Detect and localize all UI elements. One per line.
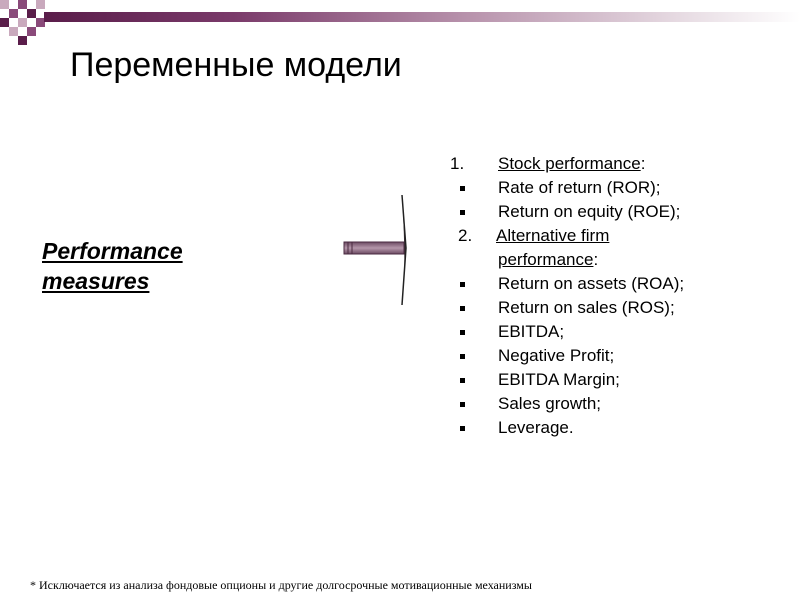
bullet-icon [460, 210, 465, 215]
decor-square [18, 0, 27, 9]
bullet-icon [460, 354, 465, 359]
decor-square [27, 27, 36, 36]
list-item [446, 344, 786, 368]
list-item [446, 272, 786, 296]
list-item [446, 368, 786, 392]
performance-measures-label: Performance measures [42, 238, 183, 294]
list-item-text: Stock performance [498, 154, 641, 173]
list-item-text: Rate of return (ROR); [498, 178, 661, 197]
bullet-icon [460, 330, 465, 335]
list-item [446, 248, 786, 272]
decor-square [9, 9, 18, 18]
list-number: 1. [450, 154, 465, 173]
bullet-icon [460, 378, 465, 383]
bullet-icon [460, 426, 465, 431]
bullet-icon [460, 402, 465, 407]
decor-square [18, 36, 27, 45]
bullet-icon [460, 306, 465, 311]
bullet-icon [460, 282, 465, 287]
list-item-text: Alternative firm [496, 226, 610, 245]
list-item-suffix: : [640, 154, 646, 173]
list-item-text: EBITDA Margin; [498, 370, 620, 389]
list-item-text: Negative Profit; [498, 346, 615, 365]
list-item-text: Return on equity (ROE); [498, 202, 681, 221]
list-item-text: Return on sales (ROS); [498, 298, 675, 317]
list-item-text: Leverage. [498, 418, 574, 437]
list-item [446, 392, 786, 416]
list-item [446, 416, 786, 440]
list-item [446, 320, 786, 344]
list-item-text: EBITDA; [498, 322, 565, 341]
list-item [446, 296, 786, 320]
header-band [44, 12, 800, 22]
list-item [446, 200, 786, 224]
list-item [446, 152, 786, 176]
list-item-suffix: : [593, 250, 599, 269]
list-number: 2. [458, 226, 473, 245]
decor-square [27, 9, 36, 18]
performance-list [446, 152, 786, 440]
slide-title: Переменные модели [70, 46, 402, 84]
list-item-text: performance [498, 250, 594, 269]
decor-square [9, 27, 18, 36]
list-item [446, 176, 786, 200]
list-item-text: Return on assets (ROA); [498, 274, 685, 293]
decor-square [0, 0, 9, 9]
footnote: * Исключается из анализа фондовые опционы и другие долгосрочные мотивационные механизмы [30, 578, 532, 592]
bracket-arrow-icon [340, 190, 420, 310]
list-item-text: Sales growth; [498, 394, 601, 413]
decor-square [0, 18, 9, 27]
decor-square [36, 0, 45, 9]
list-item [446, 224, 786, 248]
bullet-icon [460, 186, 465, 191]
decor-square [18, 18, 27, 27]
